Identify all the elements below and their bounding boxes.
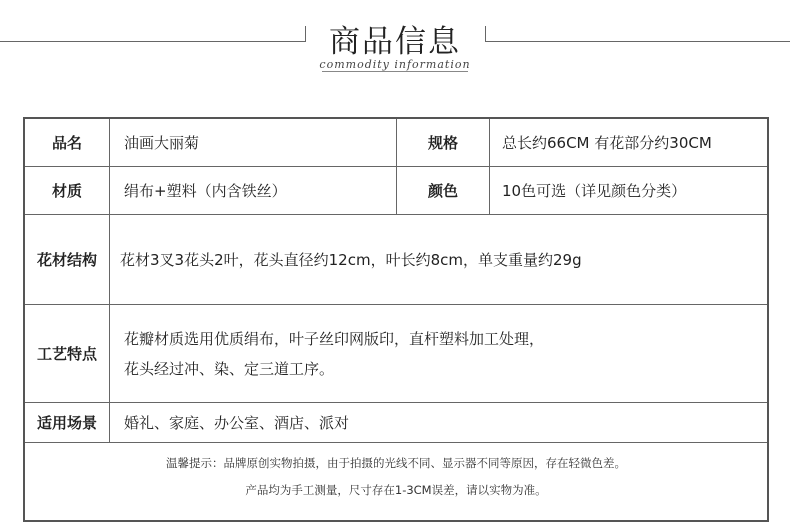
structure-label: 花材结构 — [36, 251, 97, 269]
craft-line-1: 花瓣材质选用优质绢布，叶子丝印网版印，直杆塑料加工处理， — [124, 329, 545, 348]
note-line-1: 温馨提示：品牌原创实物拍摄，由于拍摄的光线不同、显示器不同等原因，存在轻微色差。 — [166, 456, 626, 470]
structure-value: 花材3叉3花头2叶，花头直径约12cm，叶长约8cm，单支重量约29g — [120, 251, 582, 269]
page-title: 商品信息 — [329, 24, 461, 60]
subtitle-underline — [322, 71, 468, 72]
spec-label: 规格 — [427, 134, 458, 152]
material-label: 材质 — [51, 182, 82, 200]
craft-label: 工艺特点 — [36, 345, 97, 363]
spec-value: 总长约66CM 有花部分约30CM — [502, 134, 712, 152]
craft-value — [110, 305, 767, 402]
color-label: 颜色 — [427, 182, 458, 200]
material-value: 绢布+塑料（内含铁丝） — [124, 182, 287, 200]
page-subtitle: commodity information — [319, 58, 471, 71]
note-line-2: 产品均为手工测量，尺寸存在1-3CM误差，请以实物为准。 — [245, 483, 547, 497]
scene-label: 适用场景 — [36, 414, 97, 432]
name-label: 品名 — [51, 134, 82, 152]
name-value: 油画大丽菊 — [124, 134, 200, 152]
craft-line-2: 花头经过冲、染、定三道工序。 — [124, 359, 335, 378]
color-value: 10色可选（详见颜色分类） — [502, 182, 687, 200]
product-info-table — [23, 117, 769, 522]
row-divider — [25, 442, 767, 443]
scene-value: 婚礼、家庭、办公室、酒店、派对 — [124, 414, 350, 432]
